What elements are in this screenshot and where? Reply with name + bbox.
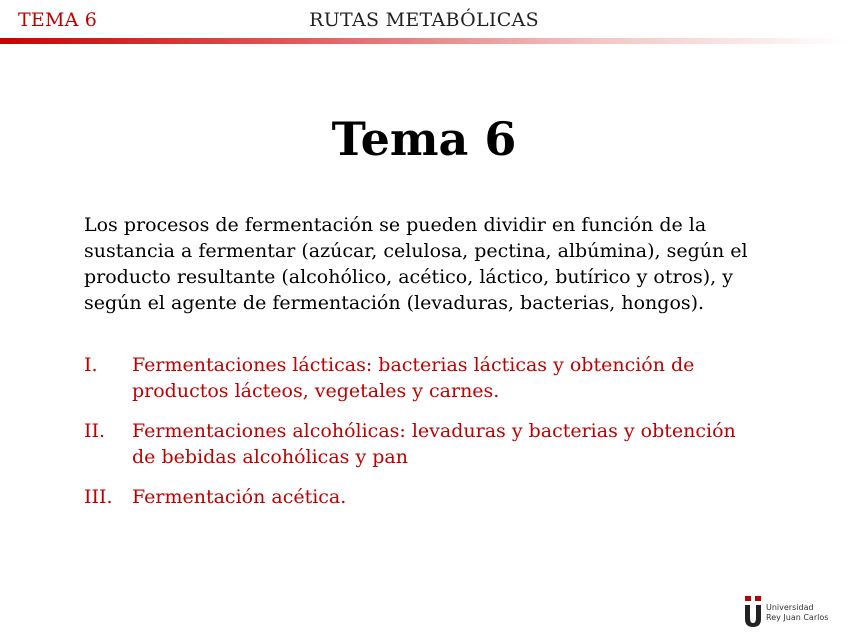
list-item-text: Fermentación acética. (132, 486, 347, 508)
slide-header (0, 0, 848, 44)
slide-title: Tema 6 (331, 112, 517, 166)
list-item-text: Fermentaciones alcohólicas: levaduras y bacterias y obtención de bebidas alcohólicas y pan (132, 420, 736, 468)
list-item-number: II. (84, 420, 106, 442)
logo-line-1: Universidad (766, 603, 814, 612)
header-topic-tag: TEMA 6 (18, 9, 98, 31)
fermentation-list (84, 352, 764, 524)
list-item (84, 352, 764, 404)
list-item (84, 484, 764, 510)
list-item-number: I. (84, 354, 98, 376)
header-title: RUTAS METABÓLICAS (309, 9, 539, 31)
university-logo-text (766, 603, 828, 623)
university-logo (742, 594, 842, 628)
intro-paragraph: Los procesos de fermentación se pueden dividir en función de la sustancia a fermentar (azúcar, celulosa, pectina, albúmina), según el producto resultante (alcohólico, acético, láctico, butírico y otros), y según el agente de fermentación (levaduras, bacterias, hongos). (84, 214, 748, 314)
logo-line-2: Rey Juan Carlos (766, 613, 829, 622)
list-item-number: III. (84, 486, 113, 508)
header-divider (0, 38, 848, 44)
list-item-text: Fermentaciones lácticas: bacterias lácticas y obtención de productos lácteos, vegetales y carnes. (132, 354, 695, 402)
university-logo-icon (742, 594, 764, 628)
list-item (84, 418, 764, 470)
